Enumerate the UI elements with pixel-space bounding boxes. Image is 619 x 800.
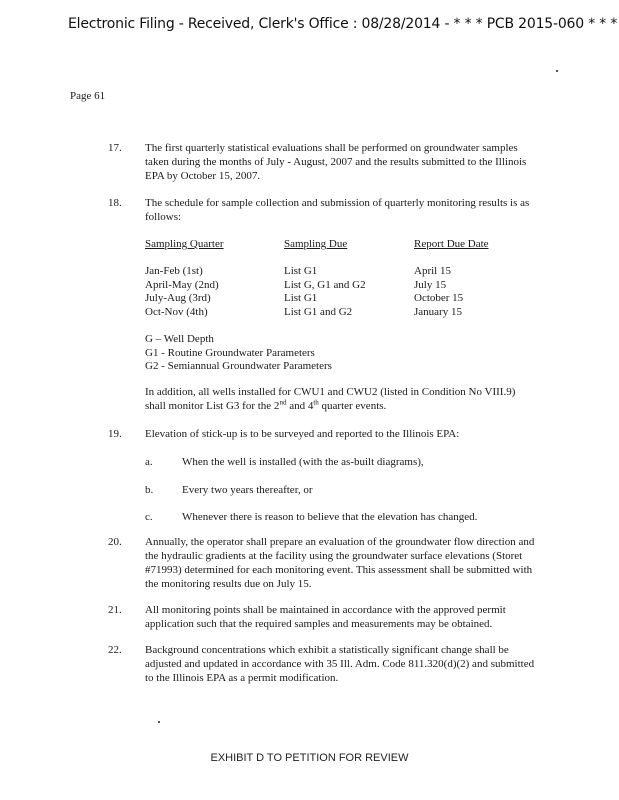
schedule-cell: List G1 and G2 — [284, 305, 353, 318]
item-text: The schedule for sample collection and submission of quarterly monitoring results is as follows: — [145, 197, 530, 223]
schedule-cell: Jan-Feb (1st) — [145, 265, 203, 277]
schedule-cell: List G1 — [284, 292, 318, 304]
schedule-report-column — [414, 265, 463, 319]
subitem-c-text: Whenever there is reason to believe that the elevation has changed. — [182, 511, 478, 523]
schedule-cell: July 15 — [414, 278, 447, 291]
exhibit-footer: EXHIBIT D TO PETITION FOR REVIEW — [210, 752, 409, 764]
schedule-cell: April 15 — [414, 265, 451, 277]
schedule-cell: List G1 — [284, 265, 318, 277]
subitem-c-letter: c. — [145, 511, 153, 523]
schedule-cell: October 15 — [414, 292, 464, 304]
scan-speck — [158, 721, 160, 723]
item-number: 17. — [108, 142, 122, 154]
scan-speck — [556, 70, 558, 72]
item-number: 18. — [108, 197, 122, 209]
schedule-quarter-column — [145, 265, 219, 319]
schedule-cell: April-May (2nd) — [145, 278, 219, 291]
schedule-header-quarter: Sampling Quarter — [145, 238, 224, 250]
schedule-cell: List G, G1 and G2 — [284, 278, 366, 291]
subitem-b-letter: b. — [145, 484, 154, 496]
additional-monitoring-note: In addition, all wells installed for CWU1 and CWU2 (listed in Condition No VIII.9) shall monitor List G3 for the 2nd and 4th quarter events. — [145, 386, 516, 412]
item-text: Annually, the operator shall prepare an evaluation of the groundwater flow direction and the hydraulic gradients at the facility using the groundwater surface elevations (Storet #71993) determined for each monitoring event. This assessment shall be submitted with the monitoring results due on July 15. — [145, 536, 535, 590]
subitem-b-text: Every two years thereafter, or — [182, 484, 313, 496]
schedule-header-due: Sampling Due — [284, 238, 348, 250]
item-number: 20. — [108, 536, 122, 548]
item-text: The first quarterly statistical evaluations shall be performed on groundwater samples taken during the months of July - August, 2007 and the results submitted to the Illinois EPA by October 15, 2007. — [145, 142, 527, 182]
parameter-legend — [145, 333, 332, 374]
item-text: All monitoring points shall be maintained in accordance with the approved permit application such that the required samples and measurements may be obtained. — [145, 604, 506, 630]
schedule-cell: Oct-Nov (4th) — [145, 305, 208, 318]
subitem-a-letter: a. — [145, 456, 153, 468]
electronic-filing-stamp: Electronic Filing - Received, Clerk's Office : 08/28/2014 - * * * PCB 2015-060 * * * — [68, 16, 618, 32]
item-number: 19. — [108, 428, 122, 440]
item-number: 22. — [108, 644, 122, 656]
schedule-cell: January 15 — [414, 305, 462, 318]
item-text: Background concentrations which exhibit a statistically significant change shall be adjusted and updated in accordance with 35 Ill. Adm. Code 811.320(d)(2) and submitted to the Illinois EPA as a permit modification. — [145, 644, 535, 684]
schedule-due-column — [284, 265, 366, 319]
subitem-a-text: When the well is installed (with the as-built diagrams), — [182, 456, 424, 468]
schedule-header-report: Report Due Date — [414, 238, 489, 250]
page-number: Page 61 — [70, 90, 106, 102]
item-text: Elevation of stick-up is to be surveyed and reported to the Illinois EPA: — [145, 428, 460, 440]
legend-g1: G1 - Routine Groundwater Parameters — [145, 346, 315, 359]
item-number: 21. — [108, 604, 122, 616]
legend-g: G – Well Depth — [145, 333, 214, 345]
legend-g2: G2 - Semiannual Groundwater Parameters — [145, 360, 332, 372]
schedule-cell: July-Aug (3rd) — [145, 292, 211, 304]
